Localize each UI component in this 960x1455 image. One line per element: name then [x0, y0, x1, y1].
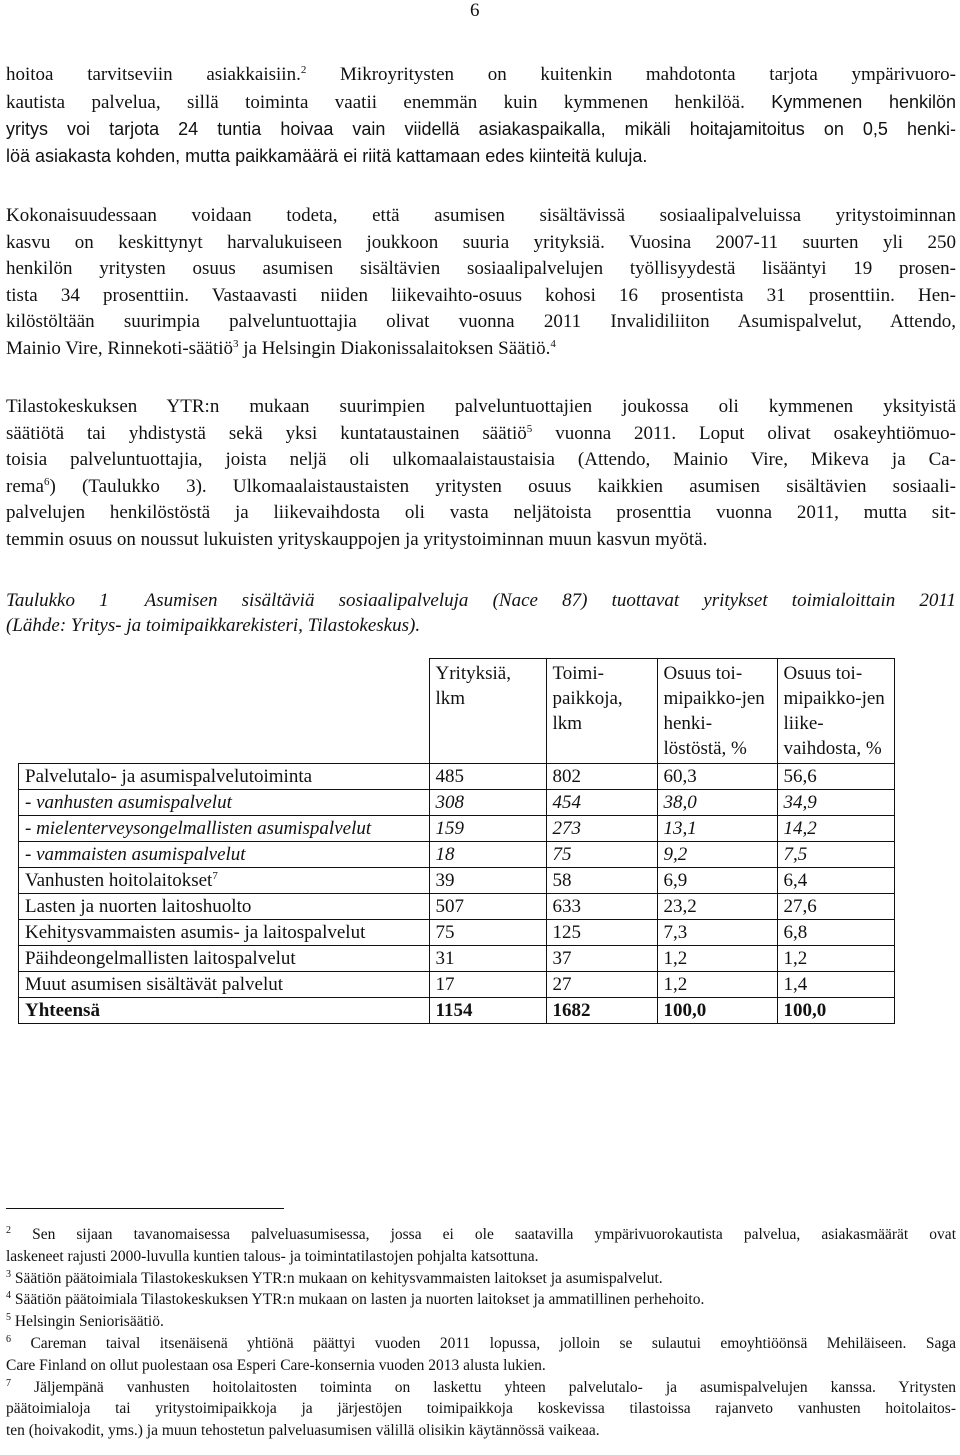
table-row — [19, 920, 895, 946]
text-run: hoitoa tarvitseviin asiakkaisiin. — [6, 64, 301, 85]
table-cell: 1682 — [546, 998, 657, 1024]
text-line: palvelujen henkilöstöstä ja liikevaihdosta oli vasta neljätoista prosenttia vuonna 2011, mutta sit- — [6, 502, 956, 523]
row-label-text: Kehitysvammaisten asumis- ja laitospalvelut — [25, 922, 366, 943]
table-cell: 7,5 — [777, 842, 894, 868]
text-run: rema — [6, 475, 44, 497]
table-row — [19, 842, 895, 868]
body-paragraph-3 — [6, 394, 956, 553]
page-number: 6 — [470, 0, 480, 21]
row-label-text: Muut asumisen sisältävät palvelut — [25, 974, 284, 995]
row-label — [19, 842, 430, 868]
text-line: toisia palveluntuottajia, joista neljä oli ulkomaalaistaustaisia (Attendo, Mainio Vire, Mikeva ja Ca- — [6, 449, 956, 470]
row-label — [19, 790, 430, 816]
footnote-text: ten (hoivakodit, yms.) ja muun tehostetun palveluasumisen välillä olisikin käytännössä vaikeaa. — [6, 1422, 600, 1440]
text-line — [6, 421, 956, 448]
footnote-text: Sen sijaan tavanomaisessa palveluasumisessa, jossa ei ole saatavilla ympärivuorokautista palvelua, asiakasmäärät ovat — [32, 1226, 956, 1243]
footnote-ref[interactable]: 3 — [233, 337, 239, 350]
table-header-cell: Yrityksiä, lkm — [429, 659, 546, 764]
footnote-line — [6, 1268, 956, 1290]
text-line — [6, 336, 956, 363]
table-cell: 37 — [546, 946, 657, 972]
footnote-line — [6, 1333, 956, 1355]
table-cell: 18 — [429, 842, 546, 868]
table-cell: 507 — [429, 894, 546, 920]
table-row — [19, 868, 895, 894]
table-cell: 1,2 — [657, 972, 777, 998]
footnote-text: Careman taival itsenäisenä yhtiönä päättyi vuoden 2011 lopussa, jolloin se sulautui emoyhtiöönsä Mehiläiseen. Saga — [30, 1334, 956, 1352]
row-label — [19, 920, 430, 946]
footnote-line — [6, 1355, 956, 1377]
table-cell: 23,2 — [657, 894, 777, 920]
table-cell: 273 — [546, 816, 657, 842]
intro-paragraph — [6, 62, 956, 169]
table-cell: 6,4 — [777, 868, 894, 894]
table-body — [19, 764, 895, 1024]
text-line — [6, 62, 956, 89]
footnote-text: Säätiön päätoimiala Tilastokeskuksen YTR:n mukaan on lasten ja nuorten laitokset ja ammatillinen perhehoito. — [14, 1291, 705, 1309]
table-cell: 308 — [429, 790, 546, 816]
text-run: ) (Taulukko 3). Ulkomaalaistaustaisten yritysten osuus kaikkien asumisen sisältävien sosiaali- — [49, 475, 956, 497]
row-label — [19, 998, 430, 1024]
table-row — [19, 998, 895, 1024]
caption-line: (Lähde: Yritys- ja toimipaikkarekisteri, Tilastokeskus). — [6, 615, 421, 636]
table-cell: 31 — [429, 946, 546, 972]
body-paragraph-2 — [6, 203, 956, 362]
table-cell: 485 — [429, 764, 546, 790]
text-line — [6, 474, 956, 501]
row-label-text: Yhteensä — [25, 1000, 100, 1021]
footnote-5 — [6, 1311, 956, 1333]
table-cell: 7,3 — [657, 920, 777, 946]
row-label — [19, 816, 430, 842]
table-header-cell — [19, 659, 430, 764]
text-line: temmin osuus on noussut lukuisten yrityskauppojen ja yritystoiminnan muun kasvun myötä. — [6, 528, 708, 550]
footnote-ref[interactable]: 6 — [43, 475, 50, 488]
table-caption — [6, 588, 956, 638]
footnote-ref[interactable]: 5 — [526, 422, 533, 435]
footnote-2 — [6, 1224, 956, 1268]
footnote-number: 2 — [6, 1225, 11, 1236]
table-cell: 75 — [429, 920, 546, 946]
text-run: ja Helsingin Diakonissalaitoksen Säätiö. — [243, 337, 551, 359]
table-cell: 6,8 — [777, 920, 894, 946]
row-label — [19, 894, 430, 920]
table-header-row — [19, 659, 895, 764]
footnote-3 — [6, 1268, 956, 1290]
table-header-cell: Osuus toi-mipaikko-jen henki-löstöstä, % — [657, 659, 777, 764]
footnote-line — [6, 1224, 956, 1246]
table-cell: 17 — [429, 972, 546, 998]
table-cell: 14,2 — [777, 816, 894, 842]
table-cell: 1,2 — [657, 946, 777, 972]
table-cell: 39 — [429, 868, 546, 894]
footnote-text: Helsingin Seniorisäätiö. — [14, 1313, 164, 1331]
table-cell: 13,1 — [657, 816, 777, 842]
text-run: kautista palvelua, sillä toiminta vaatii enemmän kuin kymmenen henkilöä. — [6, 91, 745, 113]
footnote-line — [6, 1398, 956, 1420]
table-cell: 60,3 — [657, 764, 777, 790]
text-line — [6, 89, 956, 117]
table-row — [19, 894, 895, 920]
table-cell: 27,6 — [777, 894, 894, 920]
table-cell: 27 — [546, 972, 657, 998]
table-header-cell: Osuus toi-mipaikko-jen liike-vaihdosta, % — [777, 659, 894, 764]
footnote-line — [6, 1289, 956, 1311]
table-cell: 6,9 — [657, 868, 777, 894]
table-cell: 100,0 — [777, 998, 894, 1024]
footnote-number: 3 — [6, 1268, 11, 1280]
row-label-text: - mielenterveysongelmallisten asumispalvelut — [25, 818, 372, 839]
footnote-text: laskeneet rajusti 2000-luvulla kuntien talous- ja toimintatilastojen pohjalta katsottuna. — [6, 1247, 539, 1265]
text-line: löä asiakasta kohden, mutta paikkamäärä ei riitä kattamaan edes kiinteitä kuluja. — [6, 145, 648, 166]
caption-text: Asumisen sisältäviä sosiaalipalveluja (Nace 87) tuottavat yritykset toimialoittain 2011 — [144, 590, 956, 611]
row-label — [19, 868, 430, 894]
text-run: vuonna 2011. Loput olivat osakeyhtiömuo- — [555, 422, 957, 444]
text-line: yritys voi tarjota 24 tuntia hoivaa vain viidellä asiakaspaikalla, mikäli hoitajamitoitus on 0,5 henki- — [6, 119, 956, 139]
row-label-text: - vanhusten asumispalvelut — [25, 792, 232, 813]
row-label — [19, 972, 430, 998]
table-cell: 58 — [546, 868, 657, 894]
text-line — [6, 230, 956, 257]
table-row — [19, 972, 895, 998]
row-label-text: Lasten ja nuorten laitoshuolto — [25, 896, 252, 917]
data-table — [18, 658, 895, 1024]
text-line: Kokonaisuudessaan voidaan todeta, että asumisen sisältävissä sosiaalipalveluissa yritystoiminnan — [6, 205, 956, 226]
caption-line — [6, 588, 956, 613]
footnote-number: 4 — [6, 1290, 11, 1302]
text-line: kilöstöltään suurimpia palveluntuottajia olivat vuonna 2011 Invalidiliiton Asumispalvelut, Attendo, — [6, 311, 956, 332]
text-run: Mikroyritysten on kuitenkin mahdotonta tarjota ympärivuoro- — [340, 64, 956, 85]
text-line: tista 34 prosenttiin. Vastaavasti niiden liikevaihto-osuus kohosi 16 prosentista 31 prosenttiin. Hen- — [6, 284, 956, 306]
table-cell: 802 — [546, 764, 657, 790]
footnote-text: Care Finland on ollut puolestaan osa Esperi Care-konsernia vuoden 2013 alusta lukien. — [6, 1356, 546, 1374]
table-cell: 454 — [546, 790, 657, 816]
table-row — [19, 790, 895, 816]
footnote-number: 7 — [6, 1377, 11, 1389]
table-cell: 633 — [546, 894, 657, 920]
footnote-4 — [6, 1289, 956, 1311]
footnote-line — [6, 1246, 956, 1268]
row-label-text: - vammaisten asumispalvelut — [25, 844, 246, 865]
table-cell: 1,4 — [777, 972, 894, 998]
table-row — [19, 764, 895, 790]
text-run: säätiötä tai yhdistystä sekä yksi kuntataustainen säätiö — [6, 422, 527, 444]
text-line: henkilön yritysten osuus asumisen sisältävien sosiaalipalvelujen työllisyydestä lisääntyi 19 prosen- — [6, 258, 956, 279]
text-run: kasvu on keskittynyt harvalukuiseen joukkoon suuria yrityksiä. — [6, 231, 605, 253]
row-label-text: Päihdeongelmallisten laitospalvelut — [25, 948, 296, 969]
table-row — [19, 946, 895, 972]
row-label — [19, 764, 430, 790]
table-cell: 1,2 — [777, 946, 894, 972]
footnote-6 — [6, 1333, 956, 1377]
footnote-number: 5 — [6, 1312, 11, 1324]
footnote-ref[interactable]: 7 — [212, 870, 218, 882]
table-cell: 56,6 — [777, 764, 894, 790]
row-label-text: Vanhusten hoitolaitokset — [25, 870, 213, 891]
table-cell: 38,0 — [657, 790, 777, 816]
table-cell: 100,0 — [657, 998, 777, 1024]
row-label-text: Palvelutalo- ja asumispalvelutoiminta — [25, 766, 313, 787]
text-run: Vuosina 2007-11 suurten yli 250 — [628, 231, 956, 253]
footnote-number: 6 — [6, 1333, 11, 1345]
row-label — [19, 946, 430, 972]
table-cell: 75 — [546, 842, 657, 868]
footnote-divider — [6, 1208, 284, 1209]
footnote-line — [6, 1420, 956, 1442]
footnote-text: päätoimialoja tai yritystoimipaikkoja ja järjestöjen toimipaikkoja koskevissa tilastoissa rajanveto vanhusten hoitolaitos- — [6, 1400, 956, 1418]
table-cell: 1154 — [429, 998, 546, 1024]
text-run: Mainio Vire, Rinnekoti-säätiö — [6, 337, 233, 359]
footnote-7 — [6, 1377, 956, 1442]
table-cell: 34,9 — [777, 790, 894, 816]
footnote-ref[interactable]: 4 — [550, 337, 556, 350]
footnote-text: Jäljempänä vanhusten hoitolaitosten toiminta on laskettu yhteen palvelutalo- ja asumispalvelujen kanssa. Yritysten — [34, 1378, 957, 1396]
table-header-cell: Toimi-paikkoja, lkm — [546, 659, 657, 764]
table-cell: 159 — [429, 816, 546, 842]
footnote-text: Säätiön päätoimiala Tilastokeskuksen YTR:n mukaan on kehitysvammaisten laitokset ja asumispalvelut. — [14, 1269, 663, 1287]
footnote-line — [6, 1377, 956, 1399]
footnote-line — [6, 1311, 956, 1333]
footnotes — [6, 1224, 956, 1442]
table-row — [19, 816, 895, 842]
text-line: Tilastokeskuksen YTR:n mukaan suurimpien palveluntuottajien joukossa oli kymmenen yksityistä — [6, 396, 956, 417]
text-run: Kymmenen henkilön — [771, 91, 956, 112]
footnote-ref[interactable]: 2 — [300, 64, 307, 76]
table-cell: 125 — [546, 920, 657, 946]
caption-label: Taulukko 1 — [6, 590, 109, 611]
table-cell: 9,2 — [657, 842, 777, 868]
